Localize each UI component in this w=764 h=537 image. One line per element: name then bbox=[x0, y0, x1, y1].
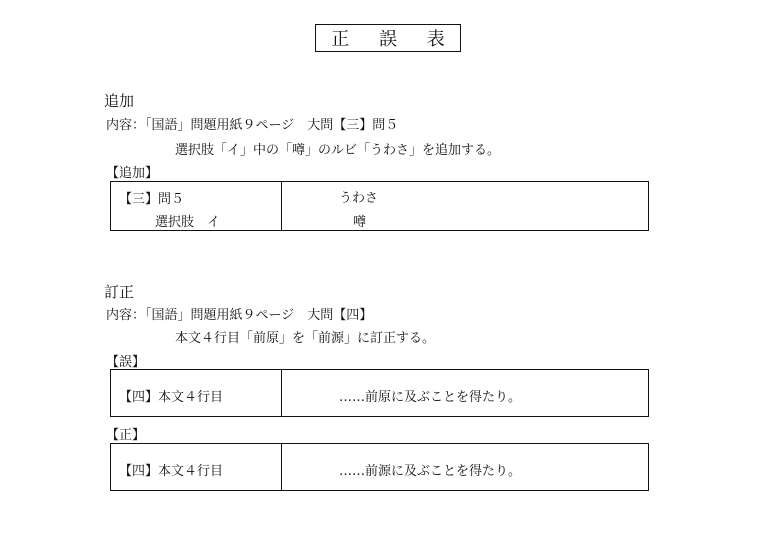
addition-content-line: 内容：「国語」問題用紙９ページ 大問【三】問５ bbox=[106, 118, 399, 133]
wrong-label: 【誤】 bbox=[106, 355, 146, 370]
right-table-left: 【四】本文４行目 bbox=[119, 464, 224, 479]
wrong-table-right: ……前原に及ぶことを得たり。 bbox=[339, 390, 522, 405]
page-title: 正 誤 表 bbox=[315, 24, 461, 52]
wrong-table-left: 【四】本文４行目 bbox=[119, 390, 224, 405]
addition-table-left-line2: 選択肢 イ bbox=[155, 215, 221, 230]
right-label: 【正】 bbox=[106, 428, 146, 443]
addition-table-word: 噂 bbox=[353, 215, 367, 230]
addition-table-label: 【追加】 bbox=[106, 166, 159, 181]
wrong-table-divider bbox=[281, 370, 282, 416]
addition-table-left-line1: 【三】問５ bbox=[119, 192, 185, 207]
right-table bbox=[110, 443, 649, 491]
addition-table bbox=[110, 181, 649, 231]
addition-table-ruby: うわさ bbox=[339, 191, 379, 206]
right-table-right: ……前源に及ぶことを得たり。 bbox=[339, 464, 522, 479]
addition-detail-line: 選択肢「イ」中の「噂」のルビ「うわさ」を追加する。 bbox=[175, 143, 501, 158]
correction-heading: 訂正 bbox=[104, 283, 135, 301]
addition-heading: 追加 bbox=[104, 92, 135, 110]
right-table-divider bbox=[281, 444, 282, 490]
correction-content-line: 内容：「国語」問題用紙９ページ 大問【四】 bbox=[106, 308, 373, 323]
correction-detail-line: 本文４行目「前原」を「前源」に訂正する。 bbox=[175, 331, 436, 346]
addition-table-divider bbox=[281, 182, 282, 230]
wrong-table bbox=[110, 369, 649, 417]
